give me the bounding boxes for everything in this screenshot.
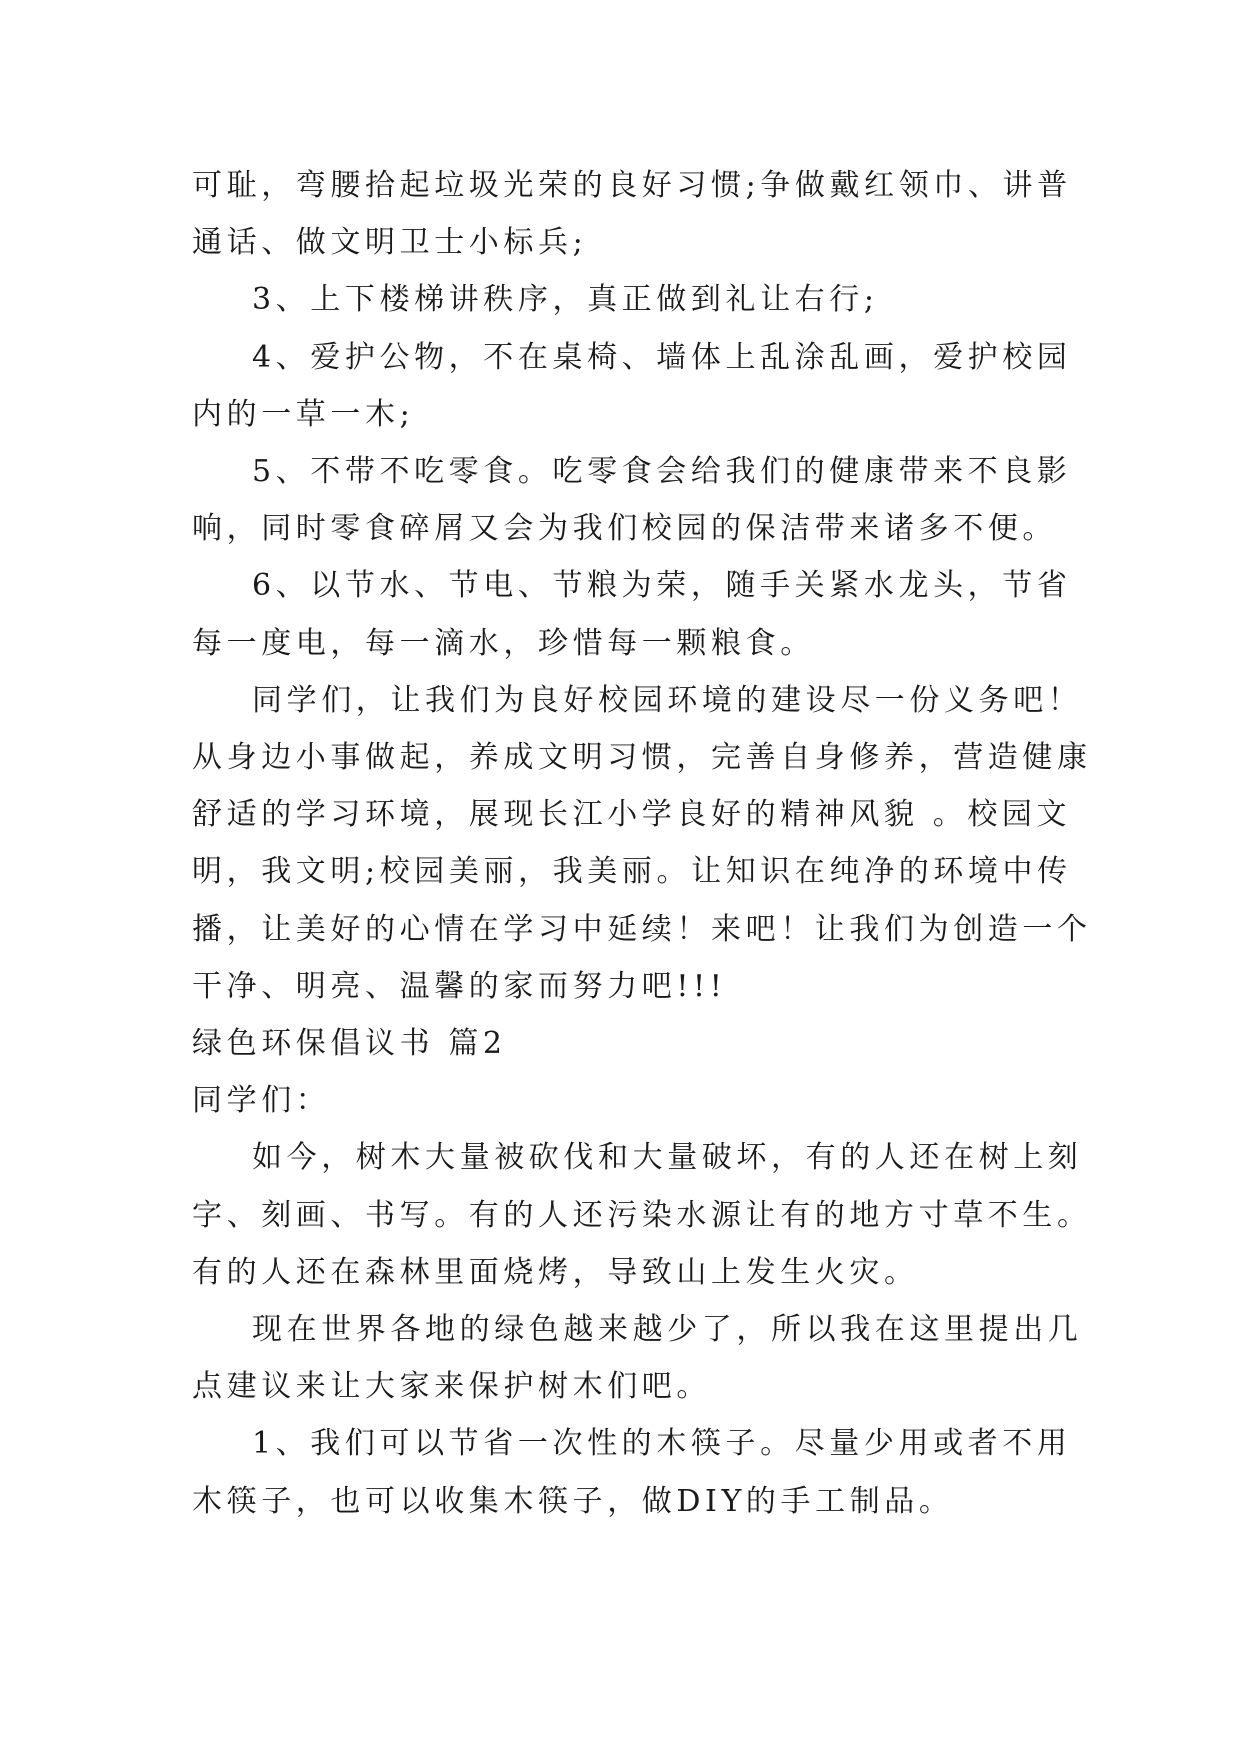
paragraph-line: 舒适的学习环境，展现长江小学良好的精神风貌 。校园文: [192, 797, 1072, 832]
paragraph-line: 点建议来让大家来保护树木们吧。: [192, 1369, 711, 1404]
paragraph-line: 木筷子，也可以收集木筷子，做DIY的手工制品。: [192, 1484, 954, 1519]
list-item: 5、不带不吃零食。吃零食会给我们的健康带来不良影: [252, 454, 1072, 489]
list-item: 6、以节水、节电、节粮为荣，随手关紧水龙头，节省: [252, 568, 1072, 603]
list-item: 1、我们可以节省一次性的木筷子。尽量少用或者不用: [252, 1426, 1072, 1461]
paragraph-line: 字、刻画、书写。有的人还污染水源让有的地方寸草不生。: [192, 1198, 1092, 1233]
paragraph-line: 同学们，让我们为良好校园环境的建设尽一份义务吧！: [252, 683, 1083, 718]
list-item: 3、上下楼梯讲秩序，真正做到礼让右行;: [252, 282, 879, 317]
paragraph-line: 响，同时零食碎屑又会为我们校园的保洁带来诸多不便。: [192, 511, 1057, 546]
paragraph-line: 如今，树木大量被砍伐和大量破坏，有的人还在树上刻: [252, 1140, 1083, 1175]
salutation: 同学们：: [192, 1083, 331, 1118]
paragraph-line: 每一度电，每一滴水，珍惜每一颗粮食。: [192, 626, 815, 661]
paragraph-line: 内的一草一木;: [192, 397, 415, 432]
list-item: 4、爱护公物，不在桌椅、墙体上乱涂乱画，爱护校园: [252, 340, 1072, 375]
paragraph-line: 现在世界各地的绿色越来越少了，所以我在这里提出几: [252, 1312, 1083, 1347]
paragraph-line: 通话、做文明卫士小标兵;: [192, 225, 588, 260]
paragraph-line: 可耻，弯腰拾起垃圾光荣的良好习惯;争做戴红领巾、讲普: [192, 168, 1072, 203]
paragraph-line: 干净、明亮、温馨的家而努力吧!!!: [192, 969, 727, 1004]
paragraph-line: 明，我文明;校园美丽，我美丽。让知识在纯净的环境中传: [192, 854, 1072, 889]
paragraph-line: 从身边小事做起，养成文明习惯，完善自身修养，营造健康: [192, 740, 1092, 775]
section-heading: 绿色环保倡议书 篇2: [192, 1026, 507, 1061]
paragraph-line: 有的人还在森林里面烧烤，导致山上发生火灾。: [192, 1255, 919, 1290]
paragraph-line: 播，让美好的心情在学习中延续！来吧！让我们为创造一个: [192, 912, 1092, 947]
